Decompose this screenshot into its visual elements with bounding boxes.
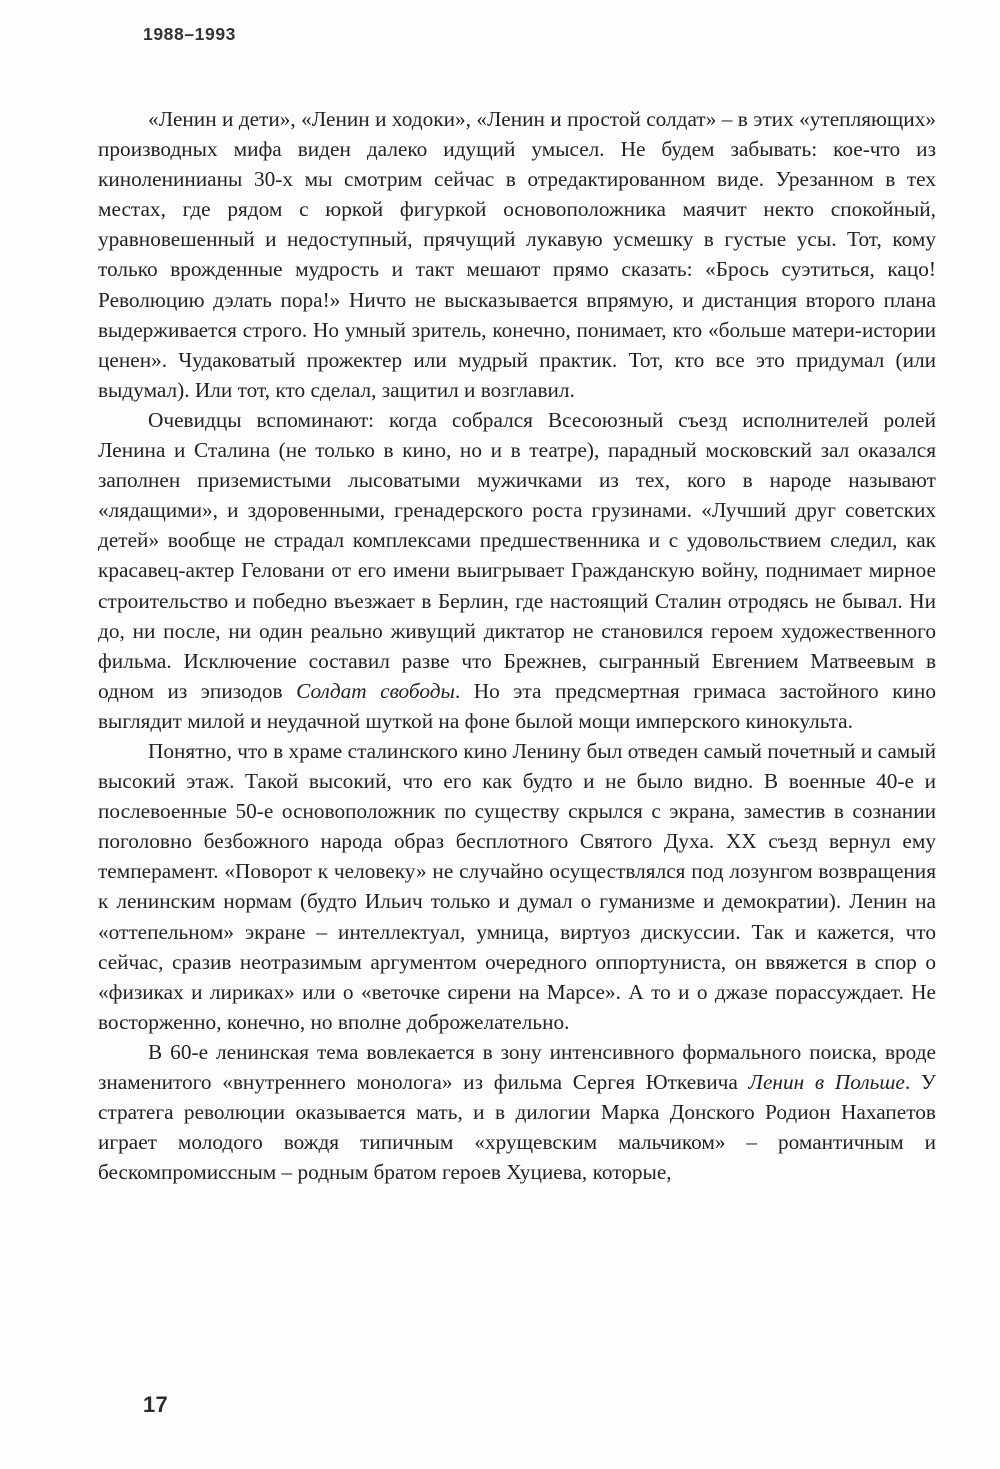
running-header: 1988–1993 [143, 24, 236, 44]
film-title-italic: Ленин в Польше [748, 1070, 905, 1094]
paragraph [98, 1037, 936, 1187]
text-run: . Но эта предсмертная гримаса застойного кино выглядит милой и неудачной шуткой на фоне былой мощи имперского кинокульта. [98, 678, 936, 733]
paragraph [98, 405, 936, 736]
text-run: Очевидцы вспоминают: когда собрался Всесоюзный съезд исполнителей ролей Ленина и Сталина (не только в кино, но и в театре), парадный московский зал оказался заполнен приземистыми лысоватыми мужичками из тех, кого в народе называют «лядащими», и здоровенными, гренадерского роста грузинами. «Лучший друг советских детей» вообще не страдал комплексами предшественника и с удовольствием следил, как красавец-актер Геловани от его имени выигрывает Гражданскую войну, поднимает мирное строительство и победно въезжает в Берлин, где настоящий Сталин отродясь не бывал. Ни до, ни после, ни один реально живущий диктатор не становился героем художественного фильма. Исключение составил разве что Брежнев, сыгранный Евгением Матвеевым в одном из эпизодов [98, 407, 936, 703]
text-run: . У стратега революции оказывается мать, и в дилогии Марка Донского Родион Нахапетов играет молодого вождя типичным «хрущевским мальчиком» – романтичным и бескомпромиссным – родным братом героев Хуциева, которые, [98, 1070, 936, 1185]
film-title-italic: Солдат свободы [296, 678, 455, 703]
text-run: В 60-е ленинская тема вовлекается в зону интенсивного формального поиска, вроде знаменитого «внутреннего монолога» из фильма Сергея Юткевича [98, 1039, 936, 1094]
text-run: «Ленин и дети», «Ленин и ходоки», «Ленин и простой солдат» – в этих «утепляющих» производных мифа виден далеко идущий умысел. Не будем забывать: кое-что из киноленинианы 30-х мы смотрим сейчас в отредактированном виде. Урезанном в тех местах, где рядом с юркой фигуркой основоположника маячит некто спокойный, уравновешенный и недоступный, прячущий лукавую усмешку в густые усы. Тот, кому только врожденные мудрость и такт мешают прямо сказать: «Брось суэтиться, кацо! Революцию дэлать пора!» Ничто не высказывается впрямую, и дистанция второго плана выдерживается строго. Но умный зритель, конечно, понимает, кто «больше матери-истории ценен». Чудаковатый прожектер или мудрый практик. Тот, кто все это придумал (или выдумал). Или тот, кто сделал, защитил и возглавил. [98, 107, 936, 402]
paragraph [98, 736, 936, 1037]
body-text-column [98, 104, 936, 1187]
page-number: 17 [143, 1392, 169, 1417]
text-run: Понятно, что в храме сталинского кино Ленину был отведен самый почетный и самый высокий этаж. Такой высокий, что его как будто и не было видно. В военные 40-е и послевоенные 50-е основоположник по существу скрылся с экрана, заместив в сознании поголовно безбожного народа образ бесплотного Святого Духа. XX съезд вернул ему темперамент. «Поворот к человеку» не случайно осуществлялся под лозунгом возвращения к ленинским нормам (будто Ильич только и думал о гуманизме и демократии). Ленин на «оттепельном» экране – интеллектуал, умница, виртуоз дискуссии. Так и кажется, что сейчас, сразив неотразимым аргументом очередного оппортуниста, он ввяжется в спор о «физиках и лириках» или о «веточке сирени на Марсе». А то и о джазе порассуждает. Не восторженно, конечно, но вполне доброжелательно. [98, 738, 936, 1034]
paragraph [98, 104, 936, 405]
